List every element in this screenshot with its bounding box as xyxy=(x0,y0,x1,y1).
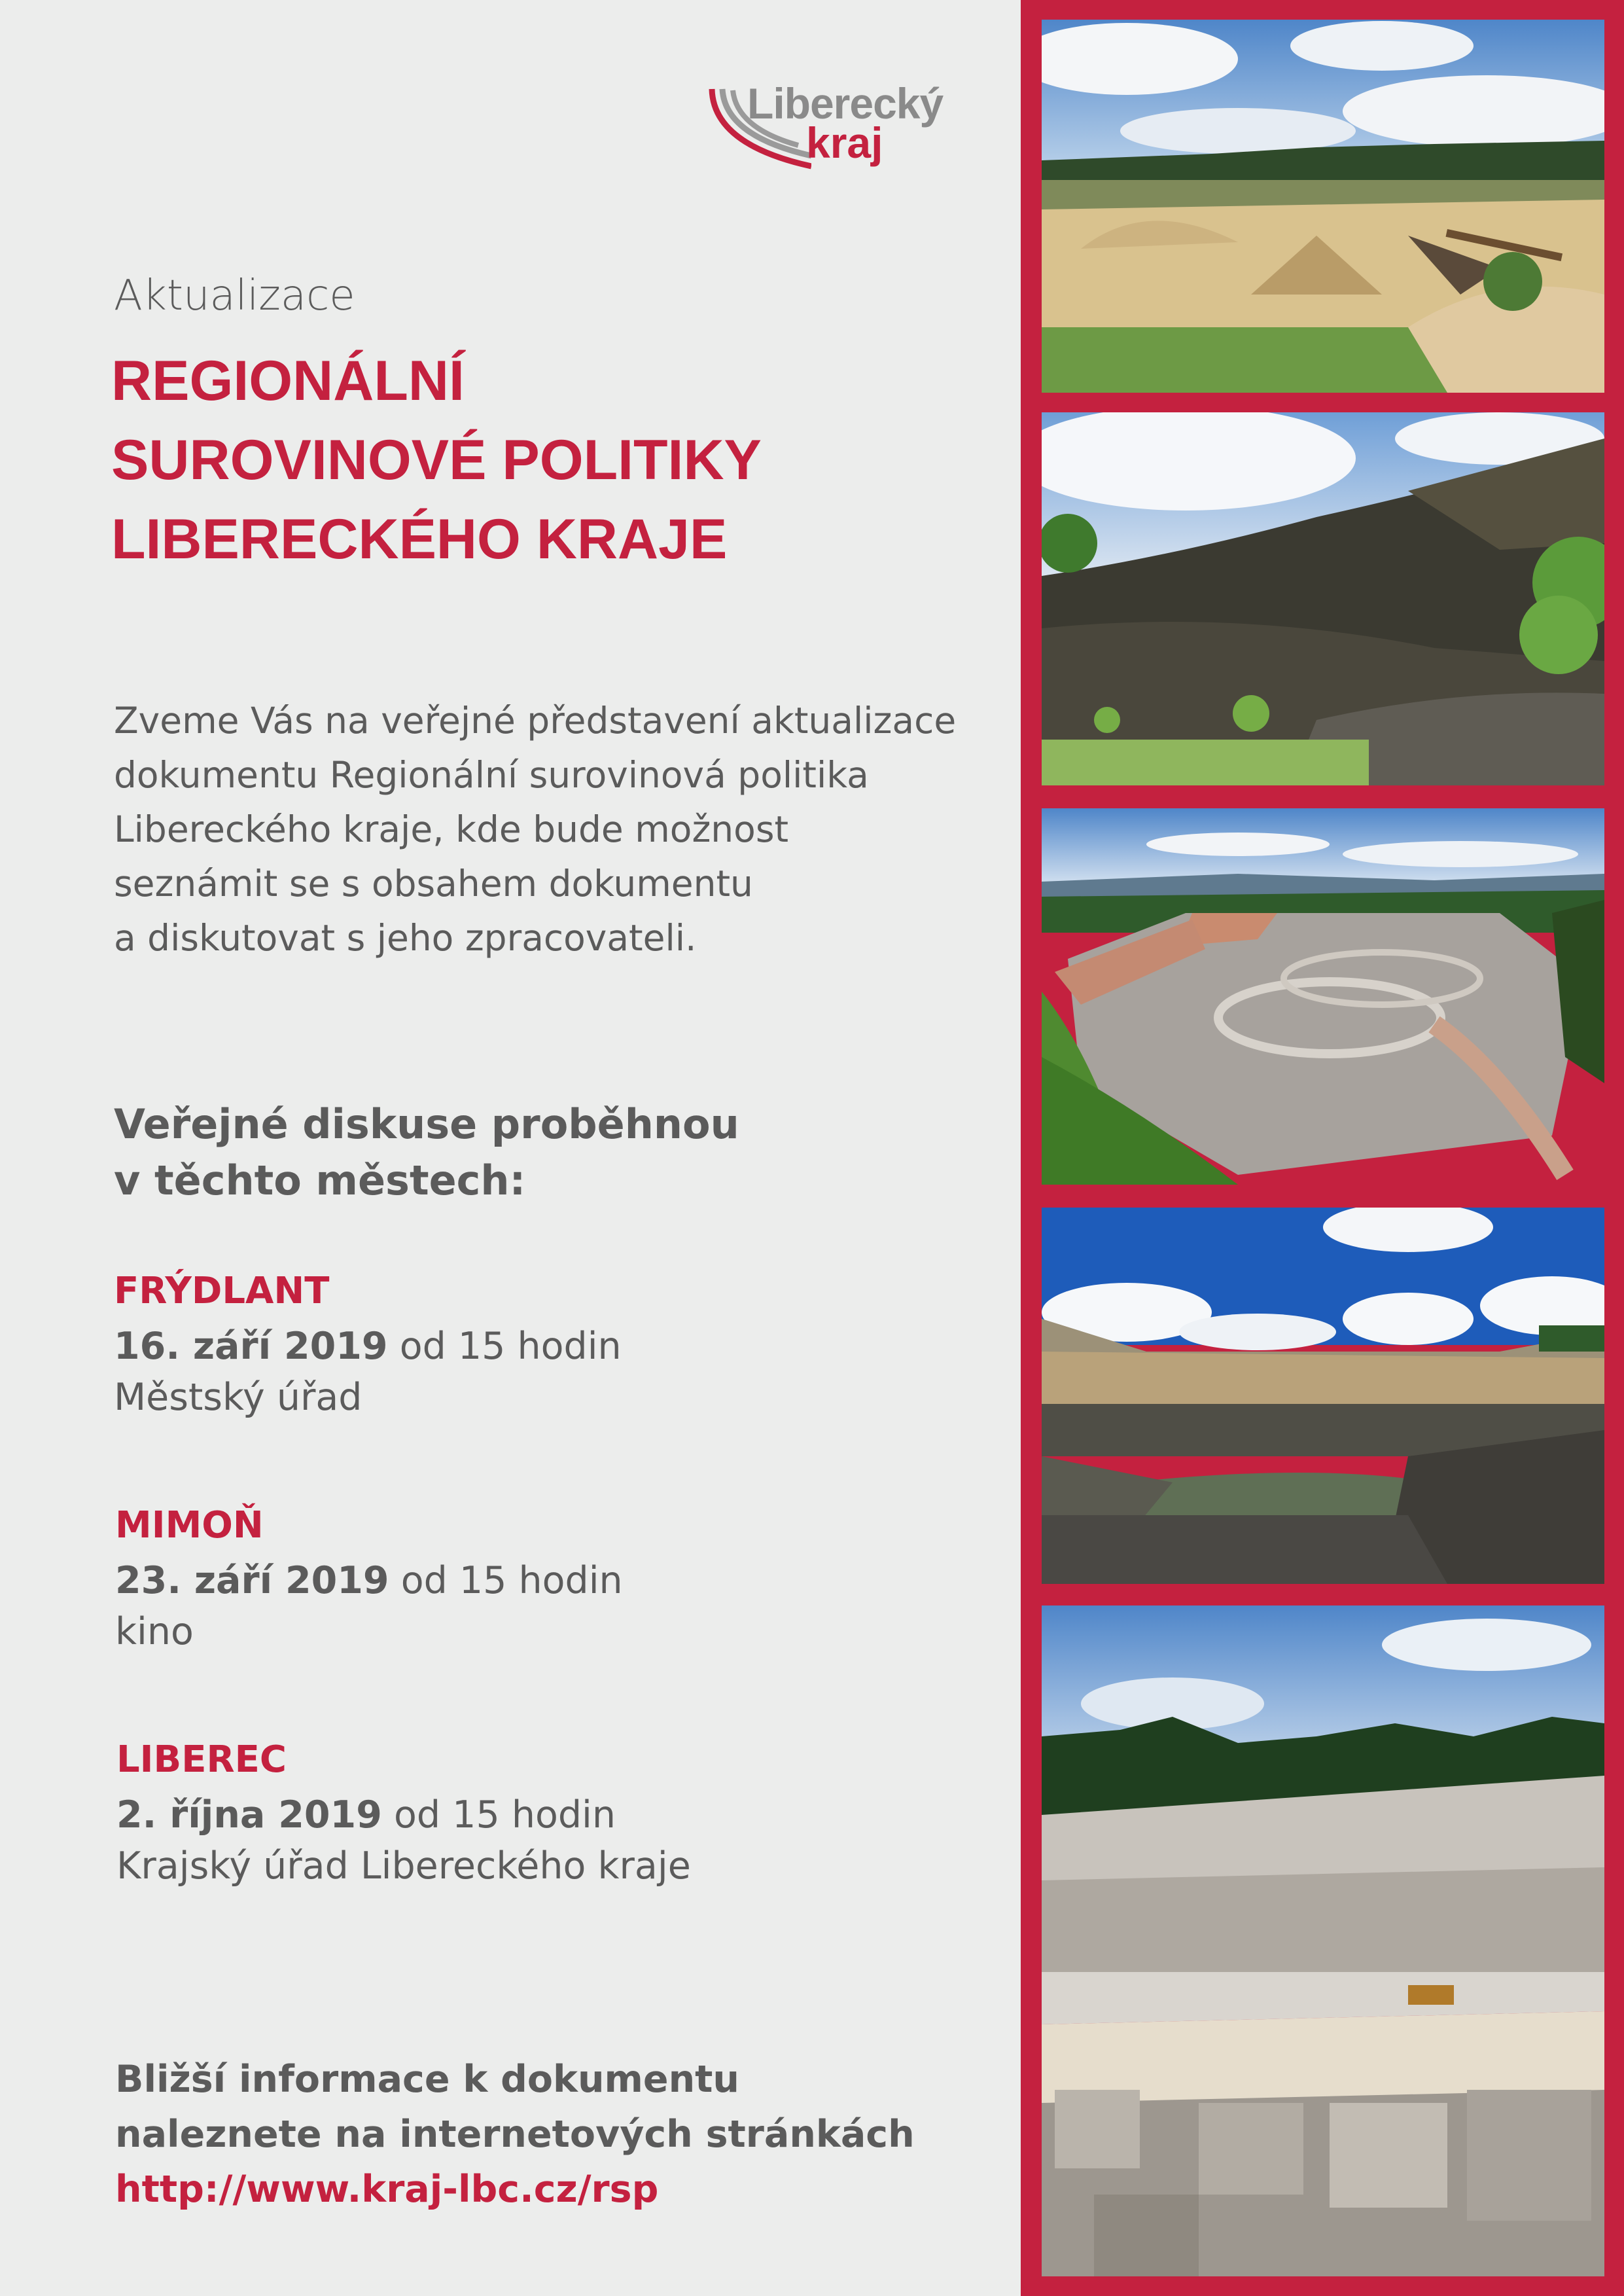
intro-line: a diskutovat s jeho zpracovateli. xyxy=(114,917,697,959)
photo-basalt-quarry xyxy=(1042,412,1604,785)
event-time: od 15 hodin xyxy=(394,1793,616,1837)
event-place: Městský úřad xyxy=(114,1376,362,1419)
photo-gravel-pit xyxy=(1042,808,1604,1185)
event-frydlant xyxy=(114,1270,622,1422)
footer-line: naleznete na internetových stránkách xyxy=(115,2113,915,2156)
intro-line: seznámit se s obsahem dokumentu xyxy=(114,863,753,905)
title-line: REGIONÁLNÍ xyxy=(111,350,465,412)
page-title xyxy=(111,342,762,579)
intro-line: Libereckého kraje, kde bude možnost xyxy=(114,808,789,850)
logo-text-liberecky: Liberecký xyxy=(747,79,944,128)
discussions-heading-line: Veřejné diskuse proběhnou xyxy=(114,1100,739,1148)
intro-line: Zveme Vás na veřejné představení aktualizace xyxy=(114,700,957,742)
event-place: Krajský úřad Libereckého kraje xyxy=(116,1844,691,1888)
event-city: FRÝDLANT xyxy=(114,1270,330,1312)
subtitle: Aktualizace xyxy=(114,272,355,320)
event-city: MIMOŇ xyxy=(115,1504,264,1547)
event-date: 2. října 2019 xyxy=(116,1793,382,1837)
event-city: LIBEREC xyxy=(116,1738,287,1781)
liberecky-kraj-logo xyxy=(707,79,942,177)
event-when xyxy=(115,1554,623,1607)
photo-granite-quarry xyxy=(1042,1605,1604,2276)
intro-line: dokumentu Regionální surovinová politika xyxy=(114,754,869,796)
photo-sand-quarry xyxy=(1042,20,1604,393)
discussions-heading xyxy=(114,1096,739,1209)
event-when xyxy=(114,1320,622,1372)
footer-info xyxy=(115,2052,915,2217)
discussions-heading-line: v těchto městech: xyxy=(114,1157,526,1204)
photo-column xyxy=(1021,0,1624,2296)
event-liberec xyxy=(116,1738,691,1891)
title-line: SUROVINOVÉ POLITIKY xyxy=(111,429,762,492)
website-link[interactable]: http://www.kraj-lbc.cz/rsp xyxy=(115,2168,659,2211)
event-date: 16. září 2019 xyxy=(114,1325,388,1368)
event-date: 23. září 2019 xyxy=(115,1559,389,1602)
event-time: od 15 hodin xyxy=(399,1325,622,1368)
footer-line: Bližší informace k dokumentu xyxy=(115,2058,739,2101)
event-place: kino xyxy=(115,1610,194,1653)
logo-text-kraj: kraj xyxy=(806,118,883,167)
title-line: LIBERECKÉHO KRAJE xyxy=(111,508,728,571)
intro-paragraph xyxy=(114,694,956,965)
photo-quarry-lake xyxy=(1042,1208,1604,1584)
event-time: od 15 hodin xyxy=(400,1559,623,1602)
event-when xyxy=(116,1789,691,1841)
event-mimon xyxy=(115,1504,623,1657)
